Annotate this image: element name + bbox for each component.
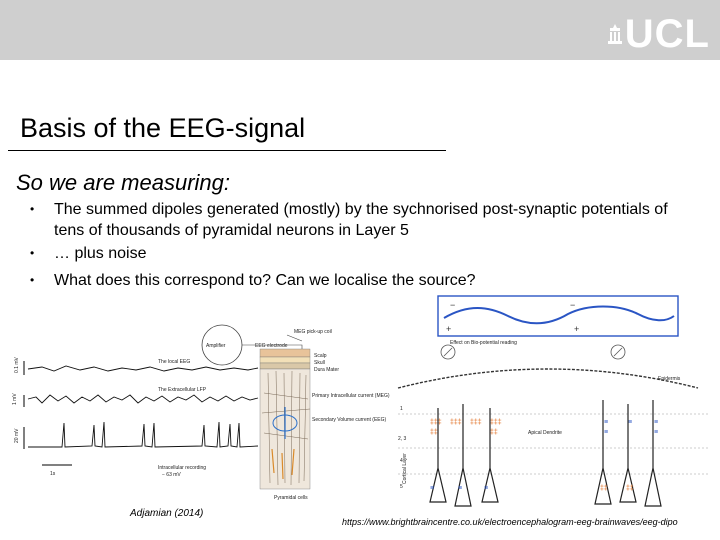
scale-label: 20 mV [14,428,20,443]
svg-text:≡: ≡ [654,419,659,426]
layer-number: 2, 3 [398,436,407,442]
bullet-list [30,199,670,297]
right-figure-caption: https://www.brightbraincentre.co.uk/electroencephalogram-eeg-brainwaves/eeg-dipo [342,517,678,527]
lfp-trace [28,395,258,403]
slide-subtitle: So we are measuring: [16,170,230,195]
svg-text:‡‡‡: ‡‡‡ [490,419,502,426]
title-divider [8,150,446,151]
trace-label: The local EEG [158,359,191,365]
trace-label: The Extracellular LFP [158,387,207,393]
svg-text:≡: ≡ [628,419,633,426]
primary-current-label: Primary Intracellular current (MEG) [312,393,390,399]
epidermis-label: Epidermis [658,376,681,382]
eeg-electrode-label: EEG electrode [255,343,288,349]
dura-layer [260,363,310,369]
pyramidal-label: Pyramidal cells [274,495,308,501]
intracellular-trace [28,422,258,447]
svg-text:≡: ≡ [604,429,609,436]
svg-text:≡: ≡ [430,485,435,492]
logo-text: UCL [624,11,710,56]
header-band [0,0,720,60]
left-figure-caption: Adjamian (2014) [130,508,204,519]
plus-sign: + [574,324,580,334]
portico-icon [607,23,623,45]
svg-text:‡‡: ‡‡ [430,429,438,436]
eeg-trace [28,366,258,371]
cortical-layer-label: Cortical Layer [402,453,408,484]
meg-coil-label: MEG pick-up coil [294,329,332,335]
layer-number: 5 [400,484,403,490]
minus-sign: − [570,300,576,310]
bullet-item: • … plus noise [30,243,670,264]
scale-label: 1 mV [12,393,18,405]
amplifier-label: Amplifier [206,343,226,349]
apical-dendrite-label: Apical Dendrite [528,430,562,436]
eeg-source-figure [2,323,390,523]
minus-sign: − [450,300,456,310]
svg-text:‡‡‡: ‡‡‡ [450,419,462,426]
svg-text:‡‡‡: ‡‡‡ [470,419,482,426]
layer-label: Scalp [314,353,327,359]
secondary-current-label: Secondary Volume current (EEG) [312,417,387,423]
epidermis-arc [398,369,698,388]
svg-text:≡: ≡ [458,485,463,492]
time-scale-label: 1s [50,471,56,477]
eeg-dipole-figure [378,292,718,514]
svg-text:‡‡‡: ‡‡‡ [430,419,442,426]
svg-text:‡‡: ‡‡ [626,485,634,492]
svg-text:≡: ≡ [654,429,659,436]
layer-label: Dura Mater [314,367,340,373]
plus-sign: + [446,324,452,334]
svg-text:‡‡: ‡‡ [600,485,608,492]
ucl-logo [607,11,710,56]
trace-label: Intracellular recording [158,465,207,471]
scalp-layer [260,349,310,357]
layer-number: 4 [400,458,403,464]
layer-label: Skull [314,360,325,366]
skull-layer [260,357,310,363]
scale-label: 0.1 mV [14,357,20,373]
bullet-item: • What does this correspond to? Can we localise the source? [30,270,670,291]
svg-text:≡: ≡ [604,419,609,426]
mv-value: − 63 mV [162,472,181,478]
bullet-item: • The summed dipoles generated (mostly) by the sychnorised post-synaptic potentials of tens of thousands of pyramidal neurons in Layer 5 [30,199,670,241]
svg-text:‡‡: ‡‡ [490,429,498,436]
effect-label: Effect on Bio-potential reading [450,340,517,346]
slide-title: Basis of the EEG-signal [20,113,306,143]
layer-number: 1 [400,406,403,412]
svg-text:≡: ≡ [484,485,489,492]
